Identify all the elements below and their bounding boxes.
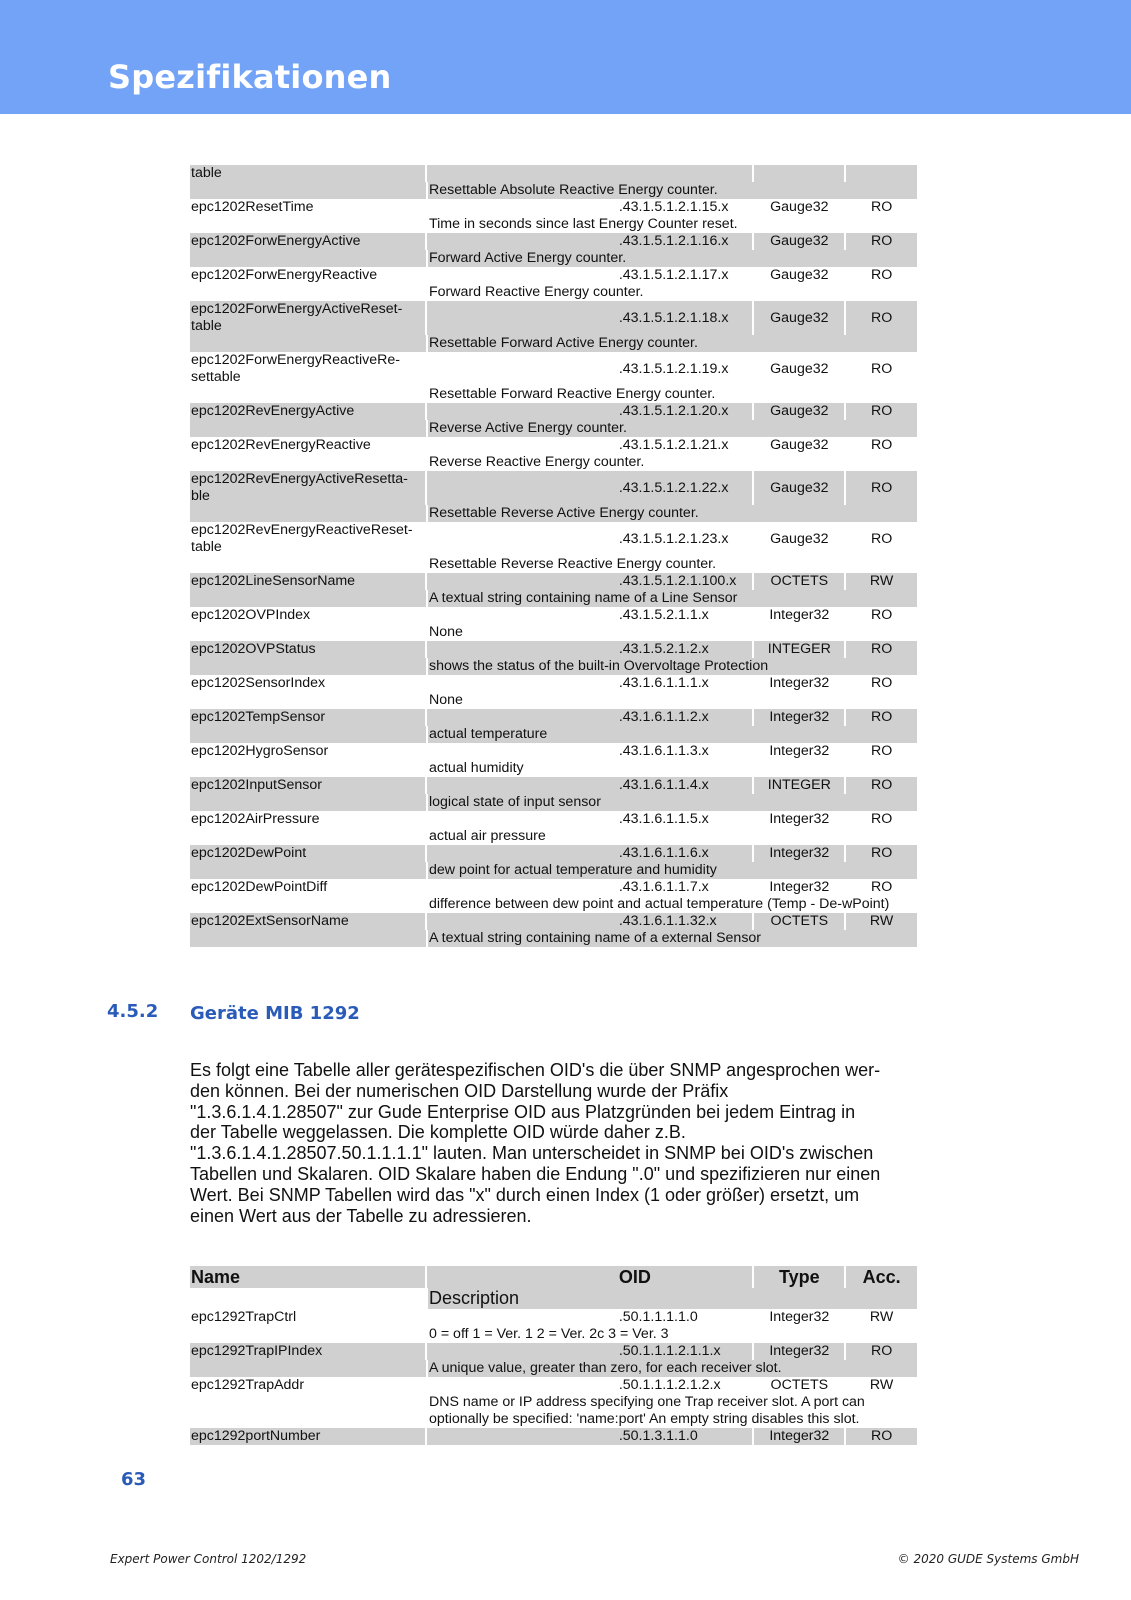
cell-acc: RO: [870, 607, 893, 623]
intro-line: den können. Bei der numerischen OID Darstellung wurde der Präfix: [190, 1080, 729, 1101]
cell-description: dew point for actual temperature and humidity: [428, 862, 917, 879]
row-description: [190, 250, 917, 267]
section-title: Geräte MIB 1292: [190, 1003, 360, 1024]
row-main: [190, 199, 917, 216]
table-row: [190, 777, 917, 811]
row-main: [190, 352, 917, 386]
cell-description: Reverse Active Energy counter.: [428, 420, 917, 437]
row-main: [190, 1377, 917, 1394]
cell-acc: RO: [870, 879, 893, 895]
cell-description: Resettable Absolute Reactive Energy counter.: [428, 182, 917, 199]
cell-description: Forward Reactive Energy counter.: [429, 284, 644, 300]
row-description: [190, 896, 917, 913]
row-main: [190, 641, 917, 658]
cell-type: Gauge32: [754, 233, 844, 250]
cell-acc: RO: [870, 530, 893, 547]
table-row: [190, 1428, 917, 1445]
table-row: [190, 403, 917, 437]
intro-line: Tabellen und Skalaren. OID Skalare haben die Endung ".0" und spezifizieren nur einen: [190, 1163, 881, 1184]
table-row: [190, 811, 917, 845]
row-main: [190, 879, 917, 896]
cell-acc: RO: [846, 403, 917, 420]
row-description: [190, 284, 917, 301]
row-description: [190, 726, 917, 743]
cell-oid: .43.1.6.1.1.7.x: [618, 879, 709, 895]
row-description: [190, 624, 917, 641]
row-main: [190, 1343, 917, 1360]
table-row: [190, 267, 917, 301]
row-main: [190, 573, 917, 590]
table-row: [190, 743, 917, 777]
row-main: [190, 743, 917, 760]
cell-type: Gauge32: [770, 437, 829, 453]
cell-description: A unique value, greater than zero, for each receiver slot.: [428, 1360, 917, 1377]
table-row: [190, 675, 917, 709]
row-main: [190, 301, 917, 335]
page-title: Spezifikationen: [108, 58, 392, 96]
row-main: [190, 437, 917, 454]
cell-oid: .50.1.1.1.1.0: [618, 1309, 698, 1325]
cell-oid: .43.1.6.1.1.4.x: [619, 777, 753, 794]
row-main: [190, 165, 917, 182]
section-number: 4.5.2: [107, 1001, 159, 1022]
row-description: [190, 420, 917, 437]
cell-oid: .43.1.5.1.2.1.100.x: [619, 573, 753, 590]
row-description: [190, 182, 917, 199]
footer-product: Expert Power Control 1202/1292: [110, 1552, 307, 1566]
cell-type: INTEGER: [754, 641, 844, 658]
cell-oid: .43.1.5.1.2.1.22.x: [619, 471, 753, 505]
cell-oid: .43.1.6.1.1.32.x: [619, 913, 753, 930]
cell-oid: .50.1.1.1.2.1.1.x: [619, 1343, 753, 1360]
row-main: [190, 607, 917, 624]
table-row: [190, 845, 917, 879]
row-description: [190, 590, 917, 607]
cell-acc: RO: [846, 301, 917, 335]
row-main: [190, 777, 917, 794]
cell-type: Integer32: [769, 879, 830, 895]
cell-type: [754, 165, 844, 182]
table-row: [190, 1343, 917, 1377]
cell-name: epc1202DewPoint: [190, 845, 425, 862]
cell-name: epc1202LineSensorName: [190, 573, 425, 590]
cell-name: epc1202TempSensor: [190, 709, 425, 726]
cell-type: Gauge32: [754, 471, 844, 505]
cell-name: epc1202RevEnergyReactive: [191, 437, 371, 453]
cell-type: Integer32: [754, 845, 844, 862]
table-row: [190, 301, 917, 352]
cell-oid: .43.1.5.1.2.1.19.x: [618, 360, 729, 377]
cell-type: Integer32: [769, 743, 830, 759]
cell-description: difference between dew point and actual temperature (Temp - De-wPoint): [429, 896, 890, 912]
cell-type: Integer32: [769, 607, 830, 623]
cell-type: Integer32: [769, 811, 830, 827]
row-description: [190, 828, 917, 845]
header-type: Type: [754, 1266, 844, 1288]
row-main: [190, 233, 917, 250]
table-row: [190, 1377, 917, 1428]
cell-oid: .43.1.6.1.1.1.x: [618, 675, 709, 691]
intro-line: einen Wert aus der Tabelle zu adressieren.: [190, 1205, 532, 1226]
row-description: [190, 862, 917, 879]
table-row: [190, 199, 917, 233]
intro-line: der Tabelle weggelassen. Die komplette OID würde daher z.B.: [190, 1122, 686, 1143]
cell-description: Reverse Reactive Energy counter.: [429, 454, 645, 470]
cell-description: Forward Active Energy counter.: [428, 250, 917, 267]
cell-oid: .43.1.5.1.2.1.23.x: [618, 530, 729, 547]
cell-oid: .43.1.6.1.1.6.x: [619, 845, 753, 862]
cell-oid: .43.1.5.1.2.1.18.x: [619, 301, 753, 335]
row-main: [190, 709, 917, 726]
header-band: [0, 0, 1131, 114]
cell-name: table: [190, 165, 425, 182]
row-main: [190, 913, 917, 930]
cell-description: Resettable Reverse Active Energy counter.: [428, 505, 917, 522]
cell-name: epc1292TrapAddr: [191, 1377, 305, 1393]
cell-oid: .43.1.6.1.1.2.x: [619, 709, 753, 726]
cell-acc: [846, 165, 917, 182]
cell-acc: RO: [870, 199, 893, 215]
cell-description: logical state of input sensor: [428, 794, 917, 811]
row-description: [190, 335, 917, 352]
cell-acc: RO: [870, 267, 893, 283]
cell-oid: .43.1.5.1.2.1.15.x: [618, 199, 729, 215]
cell-name: epc1202ForwEnergyReactive: [191, 267, 378, 283]
cell-description: actual air pressure: [429, 828, 546, 844]
cell-type: Integer32: [754, 709, 844, 726]
table-row: [190, 437, 917, 471]
row-description: [190, 454, 917, 471]
table-row: [190, 471, 917, 522]
row-main: [190, 1428, 917, 1445]
cell-acc: RO: [846, 777, 917, 794]
cell-type: Gauge32: [754, 403, 844, 420]
cell-description: None: [429, 692, 463, 708]
cell-description: A textual string containing name of a external Sensor: [428, 930, 917, 947]
cell-oid: .43.1.5.1.2.1.16.x: [619, 233, 753, 250]
cell-acc: RO: [846, 471, 917, 505]
row-description: [190, 658, 917, 675]
row-description: [190, 930, 917, 947]
cell-type: Gauge32: [770, 530, 829, 547]
header-acc: Acc.: [846, 1266, 917, 1288]
cell-type: OCTETS: [770, 1377, 829, 1393]
table-row: [190, 522, 917, 573]
cell-name: epc1292TrapCtrl: [191, 1309, 297, 1325]
cell-name: epc1202ForwEnergyReactiveRe-settable: [191, 352, 400, 385]
cell-name: epc1202SensorIndex: [191, 675, 326, 691]
cell-type: INTEGER: [754, 777, 844, 794]
cell-name: epc1292portNumber: [190, 1428, 425, 1445]
cell-description: shows the status of the built-in Overvoltage Protection: [428, 658, 917, 675]
cell-acc: RO: [870, 743, 893, 759]
table-row: [190, 573, 917, 607]
footer-copyright: © 2020 GUDE Systems GmbH: [897, 1552, 1079, 1566]
row-main: [190, 267, 917, 284]
cell-type: OCTETS: [754, 573, 844, 590]
intro-paragraph: [190, 1060, 920, 1226]
row-description: [190, 216, 917, 233]
row-main: [190, 1309, 917, 1326]
row-description: [190, 505, 917, 522]
row-description: [190, 794, 917, 811]
row-main: [190, 403, 917, 420]
cell-description: Resettable Reverse Reactive Energy counter.: [429, 556, 717, 572]
cell-name: epc1202RevEnergyReactiveReset-table: [191, 522, 413, 555]
table-row: [190, 165, 917, 199]
table-row: [190, 913, 917, 947]
cell-name: epc1202ExtSensorName: [190, 913, 425, 930]
cell-acc: RO: [870, 437, 893, 453]
cell-name: epc1202AirPressure: [191, 811, 320, 827]
cell-description: DNS name or IP address specifying one Trap receiver slot. A port can optionally be specified: 'name:port' An empty string disables this slot.: [429, 1394, 865, 1427]
row-description: [190, 386, 917, 403]
row-description: [190, 760, 917, 777]
cell-description: Time in seconds since last Energy Counter reset.: [429, 216, 738, 232]
cell-oid: .50.1.1.1.2.1.2.x: [618, 1377, 721, 1393]
cell-name: epc1202ForwEnergyActiveReset-table: [190, 301, 425, 335]
cell-acc: RO: [846, 845, 917, 862]
cell-oid: .43.1.5.1.2.1.17.x: [618, 267, 729, 283]
cell-name: epc1202OVPStatus: [190, 641, 425, 658]
cell-name: epc1292TrapIPIndex: [190, 1343, 425, 1360]
cell-name: epc1202RevEnergyActive: [190, 403, 425, 420]
cell-type: Integer32: [769, 1309, 830, 1325]
cell-name: epc1202DewPointDiff: [191, 879, 328, 895]
intro-line: Es folgt eine Tabelle aller gerätespezifischen OID's die über SNMP angesprochen wer-: [190, 1060, 881, 1080]
row-description: [190, 692, 917, 709]
cell-description: actual temperature: [428, 726, 917, 743]
cell-acc: RO: [846, 709, 917, 726]
cell-oid: .43.1.5.1.2.1.20.x: [619, 403, 753, 420]
cell-oid: .43.1.5.2.1.1.x: [618, 607, 709, 623]
row-description: [190, 556, 917, 573]
row-main: [190, 471, 917, 505]
table-row: [190, 607, 917, 641]
header-description: Description: [428, 1288, 917, 1309]
row-main: [190, 811, 917, 828]
cell-type: Gauge32: [770, 199, 829, 215]
cell-description: actual humidity: [429, 760, 524, 776]
intro-line: Wert. Bei SNMP Tabellen wird das "x" durch einen Index (1 oder größer) ersetzt, um: [190, 1184, 860, 1205]
intro-line: "1.3.6.1.4.1.28507.50.1.1.1.1" lauten. Man unterscheidet in SNMP bei OID's zwischen: [190, 1143, 874, 1164]
cell-acc: RO: [846, 641, 917, 658]
cell-acc: RO: [870, 675, 893, 691]
row-description: [190, 1326, 917, 1343]
table-header-row: [190, 1266, 917, 1288]
cell-type: Integer32: [754, 1343, 844, 1360]
cell-description: Resettable Forward Active Energy counter.: [428, 335, 917, 352]
cell-type: Integer32: [769, 675, 830, 691]
cell-name: epc1202HygroSensor: [191, 743, 329, 759]
cell-name: epc1202ResetTime: [191, 199, 314, 215]
table-row: [190, 233, 917, 267]
table-row: [190, 879, 917, 913]
table-row: [190, 1309, 917, 1343]
cell-acc: RO: [870, 811, 893, 827]
cell-acc: RO: [846, 1343, 917, 1360]
page-number: 63: [121, 1469, 147, 1490]
cell-name: epc1202RevEnergyActiveResetta-ble: [190, 471, 425, 505]
cell-name: epc1202InputSensor: [190, 777, 425, 794]
row-description: [190, 1360, 917, 1377]
row-main: [190, 845, 917, 862]
cell-acc: RW: [846, 913, 917, 930]
cell-description: Resettable Forward Reactive Energy counter.: [429, 386, 716, 402]
cell-description: A textual string containing name of a Line Sensor: [428, 590, 917, 607]
cell-acc: RO: [870, 360, 893, 377]
table-row: [190, 709, 917, 743]
row-main: [190, 675, 917, 692]
mib-table-1292: [190, 1266, 917, 1445]
row-main: [190, 522, 917, 556]
header-oid: OID: [619, 1266, 753, 1288]
cell-name: epc1202OVPIndex: [191, 607, 311, 623]
cell-acc: RO: [846, 1428, 917, 1445]
cell-oid: .50.1.3.1.1.0: [619, 1428, 753, 1445]
table-row: [190, 352, 917, 403]
cell-oid: .43.1.5.2.1.2.x: [619, 641, 753, 658]
cell-oid: .43.1.6.1.1.5.x: [618, 811, 709, 827]
mib-table-1202: [190, 165, 917, 947]
cell-acc: RW: [846, 573, 917, 590]
cell-oid: [619, 165, 753, 182]
intro-line: "1.3.6.1.4.1.28507" zur Gude Enterprise OID aus Platzgründen bei jedem Eintrag in: [190, 1101, 856, 1122]
cell-acc: RW: [869, 1377, 894, 1393]
cell-oid: .43.1.6.1.1.3.x: [618, 743, 709, 759]
table-row: [190, 641, 917, 675]
cell-oid: .43.1.5.1.2.1.21.x: [618, 437, 729, 453]
cell-type: Integer32: [754, 1428, 844, 1445]
table-header-desc-row: [190, 1288, 917, 1309]
cell-acc: RW: [869, 1309, 894, 1325]
cell-name: epc1202ForwEnergyActive: [190, 233, 425, 250]
header-name: Name: [190, 1266, 425, 1288]
row-description: [190, 1394, 917, 1428]
cell-description: 0 = off 1 = Ver. 1 2 = Ver. 2c 3 = Ver. 3: [429, 1326, 669, 1342]
cell-type: Gauge32: [754, 301, 844, 335]
cell-type: OCTETS: [754, 913, 844, 930]
cell-type: Gauge32: [770, 360, 829, 377]
cell-acc: RO: [846, 233, 917, 250]
cell-description: None: [429, 624, 463, 640]
cell-type: Gauge32: [770, 267, 829, 283]
